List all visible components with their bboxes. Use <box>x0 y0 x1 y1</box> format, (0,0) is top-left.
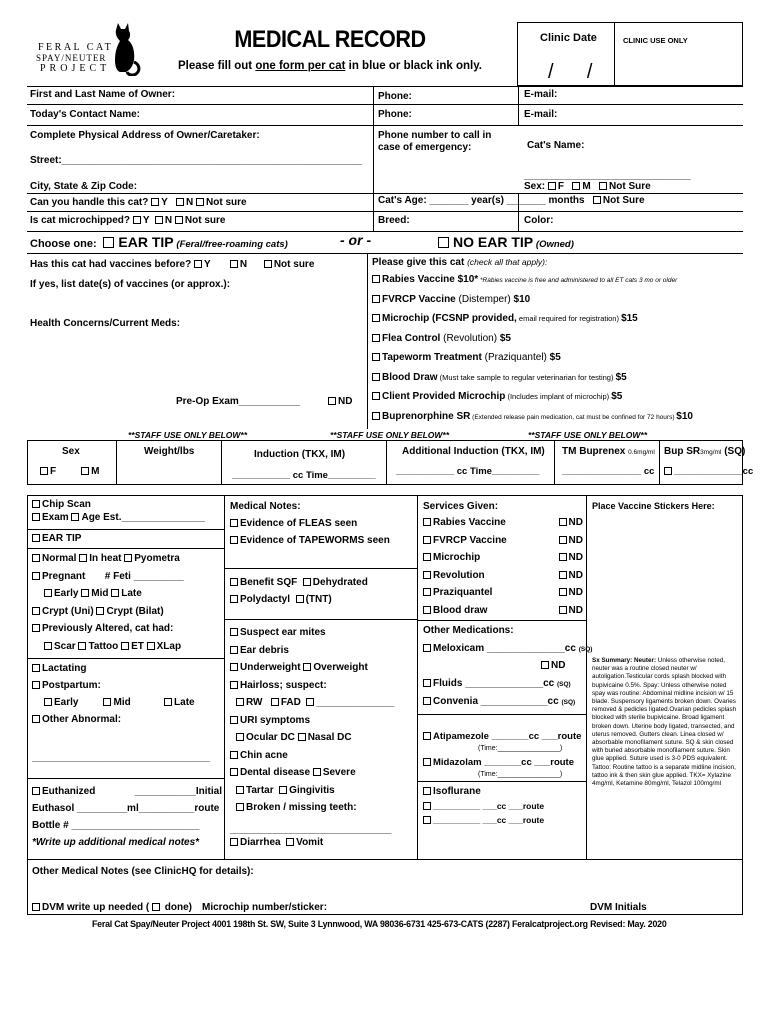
handle-not-sure-checkbox[interactable] <box>196 198 204 206</box>
ear-debris-item[interactable]: Ear debris <box>230 645 415 663</box>
phone-field-1[interactable]: Phone: <box>378 91 412 102</box>
sex-f-checkbox[interactable] <box>548 182 556 190</box>
checkbox[interactable] <box>147 642 155 650</box>
checkbox[interactable] <box>32 903 40 911</box>
health-concerns-field[interactable]: Health Concerns/Current Meds: <box>30 318 181 329</box>
col2-notes-top <box>230 501 415 552</box>
bottle-field[interactable]: Bottle # _______________________ <box>32 820 200 831</box>
vaccines-y-checkbox[interactable] <box>194 260 202 268</box>
or-separator: - or - <box>340 232 372 248</box>
checkbox[interactable] <box>44 589 52 597</box>
choose-ear-tip[interactable]: Choose one: EAR TIP (Feral/free-roaming cats) <box>30 234 288 250</box>
cat-name-field[interactable]: Cat's Name: <box>527 140 585 151</box>
cat-age-field[interactable]: Cat's Age: _______ year(s) _______ months Not Sure <box>378 195 645 206</box>
checkbox[interactable] <box>32 607 40 615</box>
checkbox[interactable] <box>230 838 238 846</box>
checkbox[interactable] <box>236 733 244 741</box>
age-not-sure-checkbox[interactable] <box>593 196 601 204</box>
checkbox[interactable] <box>230 536 238 544</box>
write-up-note: *Write up additional medical notes* <box>32 837 200 848</box>
tartar-item[interactable]: Tartar Gingivitis <box>230 785 415 803</box>
service-blood-draw[interactable]: Blood Draw (Must take sample to regular veterinarian for testing) $5 <box>372 372 747 392</box>
repro-status-item[interactable]: Normal In heat Pyometra <box>32 553 222 571</box>
weight-item[interactable]: Underweight Overweight <box>230 662 415 680</box>
col1-list <box>32 553 222 658</box>
checkbox[interactable] <box>298 733 306 741</box>
pregnant-item[interactable]: Pregnant # Feti _________ <box>32 571 222 589</box>
chin-acne-item[interactable]: Chin acne <box>230 750 415 768</box>
vaccines-not-sure-checkbox[interactable] <box>264 260 272 268</box>
crypt-item[interactable]: Crypt (Uni) Crypt (Bilat) <box>32 606 222 624</box>
checkbox[interactable] <box>423 816 431 824</box>
col2-conditions <box>230 627 415 855</box>
checkbox[interactable] <box>559 518 567 526</box>
no-ear-tip-checkbox[interactable] <box>438 237 449 248</box>
euthasol-field[interactable]: Euthasol _________ml__________route <box>32 803 220 814</box>
checkbox[interactable] <box>559 606 567 614</box>
other-abnormal-line[interactable]: ________________________________ <box>32 752 210 763</box>
microchipped-n-checkbox[interactable] <box>155 216 163 224</box>
checkbox[interactable] <box>372 412 380 420</box>
checkbox[interactable] <box>423 518 431 526</box>
services-request-list <box>372 274 747 430</box>
checkbox[interactable] <box>423 679 431 687</box>
page-subtitle: Please fill out one form per cat in blue or black ink only. <box>178 60 482 72</box>
atipamezole-field[interactable]: Atipamezole _______cc ___route <box>423 731 581 742</box>
prev-altered-item[interactable]: Previously Altered, cat had: <box>32 623 222 641</box>
contact-name-field[interactable]: Today's Contact Name: <box>30 109 140 120</box>
staff-add-induction-header: Additional Induction (TKX, IM) <box>402 446 545 457</box>
lactating-item[interactable]: Lactating <box>32 663 222 680</box>
postpartum-item[interactable]: Postpartum: <box>32 680 222 697</box>
tm-cc-field[interactable]: _______________ cc <box>562 466 655 477</box>
staff-bup-header: Bup SR3mg/ml (SQ) <box>664 446 746 457</box>
checkbox[interactable] <box>423 606 431 614</box>
uri-dc-item[interactable]: Ocular DC Nasal DC <box>230 732 415 750</box>
checkbox[interactable] <box>32 787 40 795</box>
checkbox[interactable] <box>372 334 380 342</box>
checkbox[interactable] <box>559 571 567 579</box>
service-rabies[interactable]: Rabies Vaccine $10* *Rabies vaccine is free and administered to all ET cats 3 mo or older <box>372 274 747 294</box>
checkbox[interactable] <box>152 903 160 911</box>
altered-marks-item[interactable]: Scar Tattoo ET XLap <box>32 641 222 659</box>
ear-tip-item[interactable]: EAR TIP <box>32 533 81 544</box>
checkbox[interactable] <box>79 554 87 562</box>
footer-address: Feral Cat Spay/Neuter Project 4001 198th St. SW, Suite 3 Lynnwood, WA 98036-6731 425-673-CATS (2287) Feralcatproject.org Revised: May. 2020 <box>92 919 667 929</box>
checkbox[interactable] <box>279 786 287 794</box>
checkbox[interactable] <box>236 698 244 706</box>
microchip-sticker-field[interactable]: Microchip number/sticker: <box>202 902 328 913</box>
staff-use-label-3: **STAFF USE ONLY BELOW** <box>528 430 648 440</box>
cat-name-line: ______________________________ <box>524 170 691 181</box>
checkbox[interactable] <box>230 628 238 636</box>
other-meds-title: Other Medications: <box>423 625 514 636</box>
dental-item[interactable]: Dental disease Severe <box>230 767 415 785</box>
email-field-2[interactable]: E-mail: <box>524 109 558 120</box>
clinic-date-slashes: / / <box>548 61 593 83</box>
owner-name-field[interactable]: First and Last Name of Owner: <box>30 89 176 100</box>
checkbox[interactable] <box>372 275 380 283</box>
hairloss-item[interactable]: Hairloss; suspect: <box>230 680 415 698</box>
checkbox[interactable] <box>230 595 238 603</box>
checkbox[interactable] <box>372 392 380 400</box>
checkbox[interactable] <box>423 571 431 579</box>
postpartum-stage-item[interactable]: Early Mid Late <box>32 697 222 714</box>
dvm-initials-field[interactable]: DVM Initials <box>590 902 647 913</box>
service-flea-control[interactable]: Flea Control (Revolution) $5 <box>372 333 747 353</box>
staff-sex-m-checkbox[interactable] <box>81 467 89 475</box>
other-med-2[interactable]: __________ ___cc ___route <box>423 815 544 825</box>
sex-options[interactable]: Sex: F M Not Sure <box>524 181 651 192</box>
checkbox[interactable] <box>164 698 172 706</box>
other-med-1[interactable]: __________ ___cc ___route <box>423 801 544 811</box>
col1-exam <box>32 499 222 527</box>
diarrhea-item[interactable]: Diarrhea Vomit <box>230 837 415 855</box>
midazolam-time[interactable]: (Time:________________) <box>478 771 563 778</box>
checkbox[interactable] <box>286 838 294 846</box>
staff-use-label-1: **STAFF USE ONLY BELOW** <box>128 430 248 440</box>
preop-nd-checkbox[interactable] <box>328 397 336 405</box>
vaccine-dates-field[interactable]: If yes, list date(s) of vaccines (or approx.): <box>30 279 231 290</box>
exam-item[interactable]: Exam Age Est._______________ <box>32 512 222 527</box>
checkbox[interactable] <box>313 768 321 776</box>
given-blood-draw[interactable]: Blood draw ND <box>423 605 583 623</box>
checkbox[interactable] <box>372 373 380 381</box>
surgery-summary: Sx Summary: Neuter: Unless otherwise noted, neuter was a routine closed neuter w/ autoligation.Testicular cords splash blocked with bupivicaine 0.5%. Spay: Unless otherwise noted spay was routine: Abdominal midline incision w/ 15 blade. Suspensory ligaments broken down. Ovaries removed & pedicles ligated.Ovarian pedicles splash blocked with sterile bupivicaine. Broad ligament broken down. Uterine body ligated, transected, and uterus removed. Gutters clean. Linea closed w/ absorbable monofilament suture. SQ & skin closed with buried absorbable monofilament suture. Skin glue applied. Suture used is 3-0 PDS equivalent. Tattoo: Routine tattoo is a separate midline incision, tattoo ink & then skin glue applied. TKX= Xylazine 4mg/ml, Ketamine 80mg/ml, Telazol 100mg/ml <box>592 657 737 788</box>
checkbox[interactable] <box>71 513 79 521</box>
checkbox[interactable] <box>423 802 431 810</box>
staff-sex-header: Sex <box>62 446 80 457</box>
col1-euthanasia <box>32 786 222 854</box>
sex-m-checkbox[interactable] <box>572 182 580 190</box>
checkbox[interactable] <box>236 803 244 811</box>
col2-benefit <box>230 577 415 611</box>
given-revolution[interactable]: Revolution ND <box>423 570 583 588</box>
handle-y-checkbox[interactable] <box>151 198 159 206</box>
checkbox[interactable] <box>230 681 238 689</box>
meloxicam-field[interactable]: Meloxicam ______________cc (SQ) <box>423 643 592 654</box>
color-field[interactable]: Color: <box>524 215 554 226</box>
col1-lactation <box>32 663 222 731</box>
checkbox[interactable] <box>423 697 431 705</box>
checkbox[interactable] <box>230 716 238 724</box>
breed-field[interactable]: Breed: <box>378 215 410 226</box>
checkbox[interactable] <box>111 589 119 597</box>
checkbox[interactable] <box>32 500 40 508</box>
given-praziquantel[interactable]: Praziquantel ND <box>423 587 583 605</box>
checkbox[interactable] <box>230 578 238 586</box>
midazolam-field[interactable]: Midazolam _______cc ___route <box>423 757 574 768</box>
clinic-date-box[interactable] <box>517 22 615 86</box>
checkbox[interactable] <box>236 786 244 794</box>
checkbox[interactable] <box>32 624 40 632</box>
checkbox[interactable] <box>559 553 567 561</box>
checkbox[interactable] <box>230 646 238 654</box>
checkbox[interactable] <box>44 642 52 650</box>
checkbox[interactable] <box>423 644 431 652</box>
checkbox[interactable] <box>78 642 86 650</box>
vaccines-before-options[interactable]: Has this cat had vaccines before? Y N Not sure <box>30 259 315 270</box>
checkbox[interactable] <box>103 698 111 706</box>
broken-teeth-line[interactable]: _____________________________ <box>230 823 392 835</box>
logo <box>30 22 145 80</box>
service-buprenorphine[interactable]: Buprenorphine SR (Extended release pain medication, cat must be confined for 72 hours) $10 <box>372 411 747 431</box>
checkbox[interactable] <box>423 536 431 544</box>
isoflurane-item[interactable]: Isoflurane <box>423 786 481 797</box>
logo-text-spay-neuter: SPAY/NEUTER <box>36 53 107 63</box>
given-fvrcp[interactable]: FVRCP Vaccine ND <box>423 535 583 553</box>
cat-silhouette-icon <box>108 22 142 76</box>
checkbox[interactable] <box>372 314 380 322</box>
microchipped-not-sure-checkbox[interactable] <box>175 216 183 224</box>
staff-sex-options[interactable]: F M <box>40 466 99 477</box>
service-microchip[interactable]: Microchip (FCSNP provided, email required for registration) $15 <box>372 313 747 333</box>
handle-cat-options[interactable]: Can you handle this cat? Y N Not sure <box>30 197 247 208</box>
checkbox[interactable] <box>303 663 311 671</box>
vaccines-n-checkbox[interactable] <box>230 260 238 268</box>
services-given-list <box>423 517 583 622</box>
checkbox[interactable] <box>230 519 238 527</box>
service-client-microchip[interactable]: Client Provided Microchip (Includes implant of microchip) $5 <box>372 391 747 411</box>
checkbox[interactable] <box>303 578 311 586</box>
checkbox[interactable] <box>296 595 304 603</box>
clinic-use-only-label: CLINIC USE ONLY <box>623 36 688 45</box>
checkbox[interactable] <box>230 768 238 776</box>
other-notes-label: Other Medical Notes (see ClinicHQ for details): <box>32 866 254 877</box>
staff-use-label-2: **STAFF USE ONLY BELOW** <box>330 430 450 440</box>
broken-teeth-item[interactable]: Broken / missing teeth: <box>230 802 415 820</box>
polydactyl-item[interactable]: Polydactyl (TNT) <box>230 594 415 611</box>
staff-tm-header: TM Buprenex 0.6mg/ml <box>562 446 655 457</box>
address-label: Complete Physical Address of Owner/Caretaker: <box>30 130 260 141</box>
checkbox[interactable] <box>121 642 129 650</box>
checkbox[interactable] <box>44 698 52 706</box>
checkbox[interactable] <box>423 588 431 596</box>
staff-weight-header: Weight/lbs <box>144 446 195 457</box>
checkbox[interactable] <box>423 553 431 561</box>
preop-nd[interactable]: ND <box>328 396 352 407</box>
medical-notes-title: Medical Notes: <box>230 501 301 512</box>
checkbox[interactable] <box>32 715 40 723</box>
staff-sex-f-checkbox[interactable] <box>40 467 48 475</box>
ear-mites-item[interactable]: Suspect ear mites <box>230 627 415 645</box>
fleas-item[interactable]: Evidence of FLEAS seen <box>230 518 415 535</box>
clinic-use-only-box <box>615 22 743 86</box>
checkbox[interactable] <box>271 698 279 706</box>
checkbox[interactable] <box>559 536 567 544</box>
staff-induction-header: Induction (TKX, IM) <box>254 449 346 460</box>
logo-text-project: PROJECT <box>40 63 111 74</box>
page-title: MEDICAL RECORD <box>234 26 426 53</box>
checkbox[interactable] <box>423 732 431 740</box>
meloxicam-nd[interactable]: ND <box>541 660 565 671</box>
checkbox[interactable] <box>32 664 40 672</box>
convenia-field[interactable]: Convenia ____________cc (SQ) <box>423 696 575 707</box>
phone-field-2[interactable]: Phone: <box>378 109 412 120</box>
checkbox[interactable] <box>32 554 40 562</box>
benefit-item[interactable]: Benefit SQF Dehydrated <box>230 577 415 594</box>
hairloss-causes-item[interactable]: RW FAD ______________ <box>230 697 415 715</box>
choose-no-ear-tip[interactable]: NO EAR TIP (Owned) <box>438 234 574 250</box>
clinic-date-label: Clinic Date <box>540 32 597 44</box>
checkbox[interactable] <box>32 534 40 542</box>
ear-tip-checkbox[interactable] <box>103 237 114 248</box>
microchipped-options[interactable]: Is cat microchipped? Y N Not sure <box>30 215 226 226</box>
services-given-title: Services Given: <box>423 501 499 512</box>
fluids-field[interactable]: Fluids ______________cc (SQ) <box>423 678 571 689</box>
checkbox[interactable] <box>423 787 431 795</box>
euthanized-item[interactable]: Euthanized ___________Initial <box>32 786 222 803</box>
vaccine-stickers-title: Place Vaccine Stickers Here: <box>592 501 715 511</box>
atipamezole-time[interactable]: (Time:________________) <box>478 745 563 752</box>
service-tapeworm[interactable]: Tapeworm Treatment (Praziquantel) $5 <box>372 352 747 372</box>
checkbox[interactable] <box>81 589 89 597</box>
pregnancy-stage-item[interactable]: Early Mid Late <box>32 588 222 606</box>
checkbox[interactable] <box>541 661 549 669</box>
preop-exam-field[interactable]: Pre-Op Exam___________ <box>176 396 300 407</box>
handle-n-checkbox[interactable] <box>176 198 184 206</box>
emergency-phone-field[interactable]: Phone number to call in case of emergency: <box>378 130 492 153</box>
add-induction-cc-time-field[interactable]: ___________ cc Time_________ <box>396 466 540 477</box>
sex-not-sure-checkbox[interactable] <box>599 182 607 190</box>
street-field[interactable]: Street:______________________________________________________ <box>30 155 362 166</box>
given-microchip[interactable]: Microchip ND <box>423 552 583 570</box>
services-request-title: Please give this cat (check all that apply): <box>372 257 548 268</box>
service-fvrcp[interactable]: FVRCP Vaccine (Distemper) $10 <box>372 294 747 314</box>
checkbox[interactable] <box>372 295 380 303</box>
microchipped-y-checkbox[interactable] <box>133 216 141 224</box>
tapeworms-item[interactable]: Evidence of TAPEWORMS seen <box>230 535 415 552</box>
checkbox[interactable] <box>306 698 314 706</box>
city-field[interactable]: City, State & Zip Code: <box>30 181 138 192</box>
logo-text-feral-cat: FERAL CAT <box>38 42 114 53</box>
other-abnormal-item[interactable]: Other Abnormal: <box>32 714 222 731</box>
checkbox[interactable] <box>32 572 40 580</box>
checkbox[interactable] <box>32 681 40 689</box>
checkbox[interactable] <box>230 663 238 671</box>
checkbox[interactable] <box>124 554 132 562</box>
email-field-1[interactable]: E-mail: <box>524 89 558 100</box>
induction-cc-time-field[interactable]: ___________ cc Time_________ <box>232 470 376 481</box>
dvm-writeup-item[interactable]: DVM write up needed ( done) <box>32 902 192 913</box>
checkbox[interactable] <box>423 758 431 766</box>
checkbox[interactable] <box>96 607 104 615</box>
checkbox[interactable] <box>230 751 238 759</box>
checkbox[interactable] <box>372 353 380 361</box>
bup-cc-field[interactable]: _____________cc <box>664 466 753 477</box>
chip-scan-item[interactable]: Chip Scan <box>32 499 222 512</box>
bup-sr-checkbox[interactable] <box>664 467 672 475</box>
uri-item[interactable]: URI symptoms <box>230 715 415 733</box>
checkbox[interactable] <box>32 513 40 521</box>
checkbox[interactable] <box>559 588 567 596</box>
given-rabies[interactable]: Rabies Vaccine ND <box>423 517 583 535</box>
